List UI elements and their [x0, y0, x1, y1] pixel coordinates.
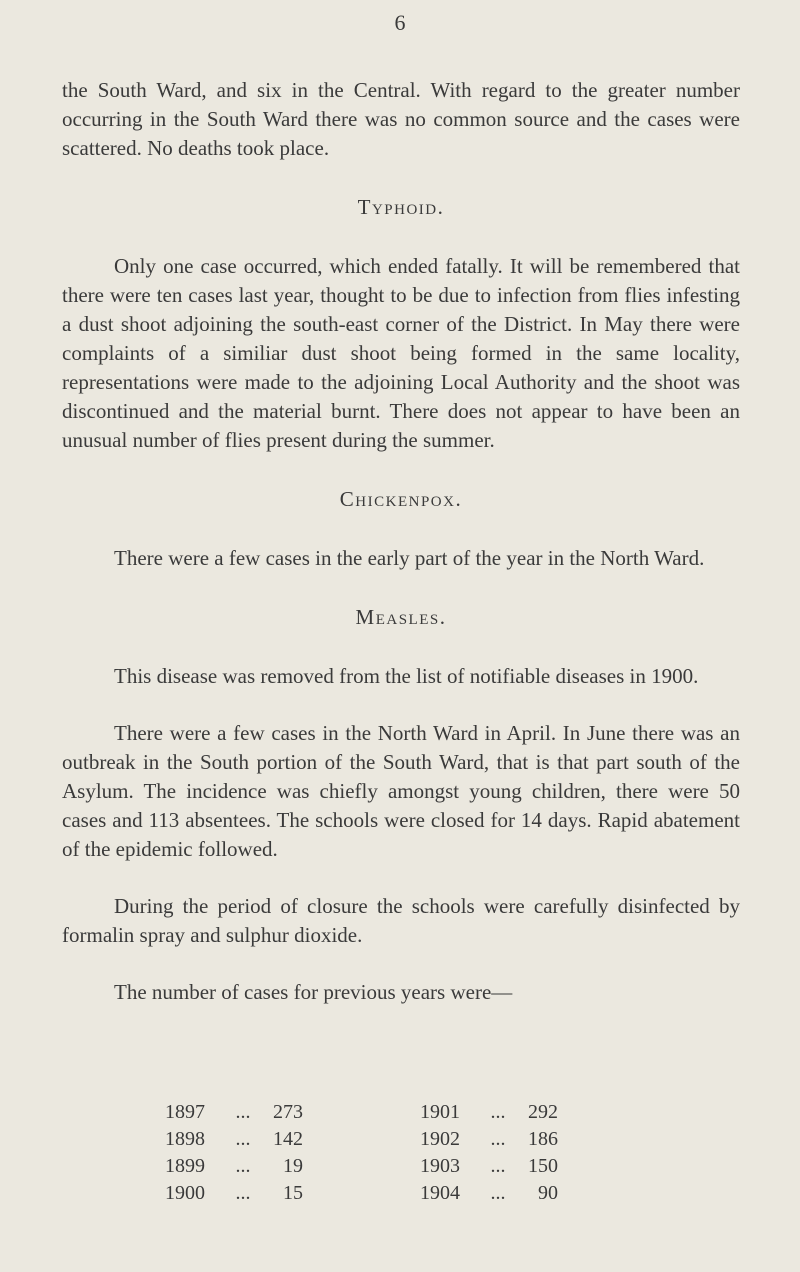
previous-years-table — [165, 1099, 635, 1207]
case-count: 19 — [283, 1155, 303, 1177]
leader-dots: ... — [490, 1182, 506, 1204]
table-row — [165, 1153, 635, 1180]
year-entry — [420, 1180, 635, 1207]
year-value: 1899 — [165, 1155, 205, 1177]
year-value: 1901 — [420, 1101, 460, 1123]
measles-paragraph-notifiable: This disease was removed from the list of notifiable diseases in 1900. — [114, 664, 699, 688]
case-count: 273 — [273, 1101, 303, 1123]
leader-dots: ... — [490, 1101, 506, 1123]
case-count: 150 — [528, 1155, 558, 1177]
chickenpox-paragraph: There were a few cases in the early part of the year in the North Ward. — [114, 546, 705, 570]
year-entry — [165, 1126, 420, 1153]
year-value: 1900 — [165, 1182, 205, 1204]
year-entry — [165, 1180, 420, 1207]
year-value: 1903 — [420, 1155, 460, 1177]
typhoid-paragraph: Only one case occurred, which ended fatally. It will be remembered that there were ten cases last year, thought to be due to infection from flies infesting a dust shoot adjoining the south-east corner of the District. In May there were complaints of a similiar dust shoot being formed in the same locality, representations were made to the adjoining Local Authority and the shoot was discontinued and the material burnt. There does not appear to have been an unusual number of flies present during the summer. — [62, 254, 740, 452]
year-value: 1897 — [165, 1101, 205, 1123]
page-number: 6 — [394, 10, 406, 35]
leader-dots: ... — [235, 1128, 251, 1150]
intro-paragraph: the South Ward, and six in the Central. With regard to the greater number occurring in the South Ward there was no common source and the cases were scattered. No deaths took place. — [62, 78, 740, 160]
year-value: 1902 — [420, 1128, 460, 1150]
year-entry — [420, 1153, 635, 1180]
year-entry — [165, 1153, 420, 1180]
leader-dots: ... — [490, 1155, 506, 1177]
measles-paragraph-disinfection: During the period of closure the schools were carefully disinfected by formalin spray and sulphur dioxide. — [62, 894, 740, 947]
measles-paragraph-previous-years: The number of cases for previous years were— — [114, 980, 513, 1004]
table-row — [165, 1180, 635, 1207]
leader-dots: ... — [235, 1155, 251, 1177]
case-count: 142 — [273, 1128, 303, 1150]
case-count: 15 — [283, 1182, 303, 1204]
year-entry — [420, 1126, 635, 1153]
leader-dots: ... — [235, 1101, 251, 1123]
chickenpox-heading: Chickenpox. — [339, 487, 463, 511]
year-entry — [420, 1099, 635, 1126]
table-row — [165, 1099, 635, 1126]
case-count: 90 — [538, 1182, 558, 1204]
measles-paragraph-outbreak: There were a few cases in the North Ward in April. In June there was an outbreak in the South portion of the South Ward, that is that part south of the Asylum. The incidence was chiefly amongst young children, there were 50 cases and 113 absentees. The schools were closed for 14 days. Rapid abatement of the epidemic followed. — [62, 721, 740, 861]
year-value: 1898 — [165, 1128, 205, 1150]
year-value: 1904 — [420, 1182, 460, 1204]
report-text — [62, 76, 740, 1007]
case-count: 292 — [528, 1101, 558, 1123]
leader-dots: ... — [490, 1128, 506, 1150]
year-entry — [165, 1099, 420, 1126]
measles-heading: Measles. — [355, 605, 447, 629]
typhoid-heading: Typhoid. — [357, 195, 445, 219]
case-count: 186 — [528, 1128, 558, 1150]
table-row — [165, 1126, 635, 1153]
leader-dots: ... — [235, 1182, 251, 1204]
